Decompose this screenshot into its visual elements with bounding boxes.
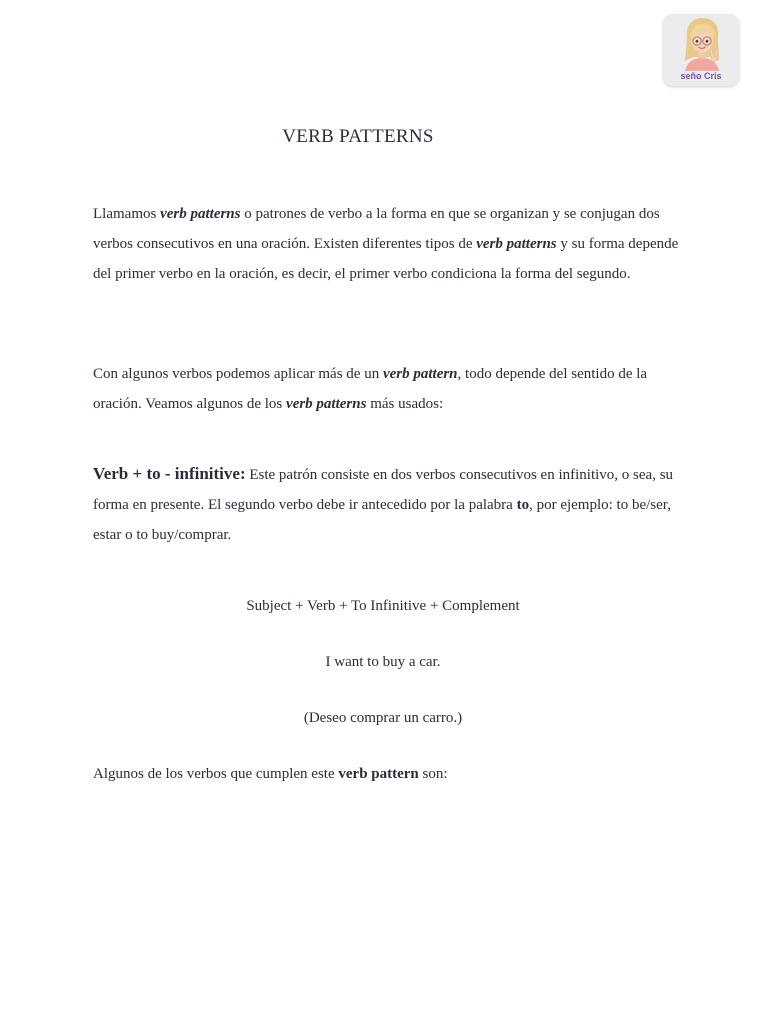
- pattern-paragraph: [93, 459, 683, 550]
- text-run: y su forma depende del primer verbo en la oración, es decir, el primer verbo condiciona la forma del segundo.: [93, 236, 679, 282]
- emphasis-term: verb pattern: [338, 766, 419, 782]
- text-run: Algunos de los verbos que cumplen este: [93, 766, 339, 782]
- author-logo: [663, 14, 739, 86]
- text-run: , por ejemplo: to be/ser, estar o to buy/comprar.: [93, 497, 671, 543]
- emphasis-term: to: [516, 497, 530, 513]
- text-run: Llamamos: [93, 206, 161, 222]
- emphasis-term: verb pattern: [382, 366, 458, 382]
- text-run: más usados:: [366, 396, 444, 412]
- text-run: , todo depende del sentido de la oración. Veamos algunos de los: [93, 366, 648, 412]
- emphasis-term: verb patterns: [286, 396, 367, 412]
- text-run: Este patrón consiste en dos verbos consecutivos en infinitivo, o sea, su forma en presente. El segundo verbo debe ir antecedido por la palabra: [93, 467, 674, 513]
- example-translation: (Deseo comprar un carro.): [303, 710, 463, 726]
- intro-paragraph: [93, 199, 683, 289]
- page-title: VERB PATTERNS: [282, 126, 434, 147]
- logo-text: seño Cris: [680, 71, 722, 81]
- pattern-heading: Verb + to - infinitive:: [93, 464, 246, 483]
- second-paragraph: [93, 359, 683, 419]
- example-sentence: I want to buy a car.: [325, 654, 441, 670]
- emphasis-term: verb patterns: [160, 206, 241, 222]
- text-run: Con algunos verbos podemos aplicar más de un: [93, 366, 383, 382]
- pattern-formula: Subject + Verb + To Infinitive + Complement: [246, 598, 520, 614]
- text-run: o patrones de verbo a la forma en que se organizan y se conjugan dos verbos consecutivos en una oración. Existen diferentes tipos de: [93, 206, 660, 252]
- verbs-intro-paragraph: [93, 759, 683, 789]
- emphasis-term: verb patterns: [476, 236, 557, 252]
- avatar-memoji-icon: [681, 17, 723, 71]
- text-run: son:: [418, 766, 448, 782]
